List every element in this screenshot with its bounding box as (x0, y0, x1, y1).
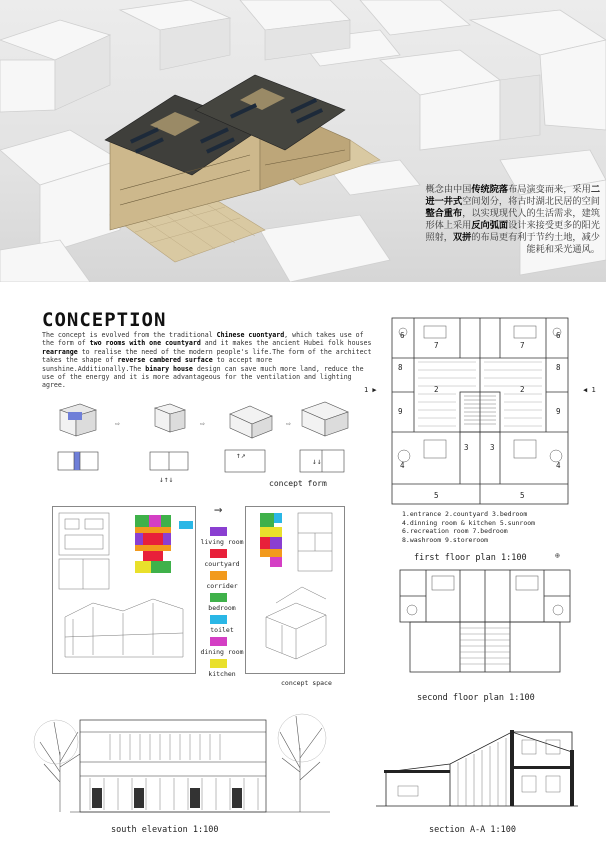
desc-emphasis: binary house (145, 364, 193, 373)
desc-emphasis: rearrange (42, 347, 78, 356)
hero-text: ，以实现现代人的生活需求，建筑形体上采用 (425, 208, 600, 231)
room-number: 7 (520, 341, 525, 350)
concept-form-diagrams (40, 398, 370, 488)
legend-item (196, 593, 248, 615)
legend-swatch (210, 593, 227, 602)
room-number: 7 (434, 341, 439, 350)
section-marker-right (583, 386, 596, 394)
legend-label: kitchen (208, 670, 236, 678)
legend-label: dining room (200, 648, 244, 656)
room-legend-line: 6.recreation room 7.bedroom (402, 527, 508, 536)
legend-swatch (210, 615, 227, 624)
room-legend-line: 1.entrance 2.countyard 3.bedroom (402, 510, 528, 518)
desc-text: and it makes the ancient Hubei folk houses (200, 339, 372, 348)
room-number: 2 (434, 385, 439, 394)
concept-space-diagram (246, 507, 344, 673)
room-number: 8 (398, 363, 403, 372)
svg-text:↓↓: ↓↓ (312, 457, 322, 466)
desc-text: design can save much more land, reduce the use of the energy and it is more advantageous for the ventilation and lighting agree. (42, 364, 364, 390)
legend-item (196, 527, 248, 549)
hero-emphasis: 整合重布 (425, 208, 463, 219)
room-numbers (398, 331, 561, 500)
room-number: 9 (398, 407, 403, 416)
svg-text:↓↑↓: ↓↑↓ (159, 475, 174, 484)
conception-title: CONCEPTION (42, 309, 167, 331)
room-number: 5 (520, 491, 525, 500)
desc-emphasis: two rooms with one countyard (89, 339, 201, 348)
legend-label: toilet (210, 626, 234, 634)
second-floor-caption: second floor plan 1:100 (417, 693, 535, 703)
arrow-right-icon: → (214, 502, 223, 518)
legend-label: living room (200, 538, 244, 546)
south-elevation-drawing (30, 692, 360, 818)
desc-text: , which takes use of the form of (42, 331, 364, 348)
room-legend (402, 510, 578, 544)
desc-text: to accept more sunshine.Additionally.The (42, 356, 273, 373)
traditional-plan-frame (52, 506, 196, 674)
south-elevation-caption: south elevation 1:100 (111, 825, 219, 835)
section-drawing (372, 712, 582, 816)
first-floor-caption: first floor plan 1:100 (414, 553, 527, 563)
section-marker-left (364, 386, 377, 394)
marker-right-label: 1 (591, 386, 596, 394)
room-number: 2 (520, 385, 525, 394)
hero-emphasis: 双拼 (453, 232, 472, 243)
concept-space-label: concept space (281, 679, 332, 687)
svg-text:⇨: ⇨ (286, 419, 291, 428)
svg-text:⇨: ⇨ (200, 419, 205, 428)
room-number: 6 (400, 331, 405, 340)
legend-swatch (210, 571, 227, 580)
conception-description (42, 331, 372, 390)
room-number: 3 (490, 443, 495, 452)
second-floor-plan (396, 566, 574, 676)
hero-text: 设计来接受更多的阳光照射， (425, 220, 600, 243)
hero-emphasis: 二进一井式 (425, 184, 600, 207)
space-legend (196, 527, 248, 681)
legend-swatch (210, 549, 227, 558)
legend-item (196, 637, 248, 659)
section-caption: section A-A 1:100 (429, 825, 516, 835)
legend-swatch (210, 527, 227, 536)
svg-text:↑↗: ↑↗ (236, 451, 246, 460)
concept-space-frame (245, 506, 345, 674)
concept-form-label: concept form (269, 479, 327, 488)
hero-render (0, 0, 606, 282)
legend-label: bedroom (208, 604, 236, 612)
marker-left-label: 1 (364, 386, 369, 394)
legend-item (196, 615, 248, 637)
hero-text: 概念由中国 (425, 184, 472, 195)
hero-text: 的布局更有利于节约土地，减少能耗和采光通风。 (471, 232, 600, 255)
triangle-left-icon: ◀ (583, 386, 592, 394)
hero-text: 布局演变而来，采用 (508, 184, 591, 195)
legend-swatch (210, 637, 227, 646)
desc-text: The concept is evolved from the traditional (42, 331, 217, 339)
north-arrow-icon: ⊕ (555, 551, 560, 560)
triangle-right-icon: ▶ (368, 386, 377, 394)
hero-description (420, 184, 600, 256)
legend-item (196, 571, 248, 593)
room-number: 9 (556, 407, 561, 416)
legend-item (196, 659, 248, 681)
legend-label: corrider (206, 582, 238, 590)
room-number: 3 (464, 443, 469, 452)
room-number: 8 (556, 363, 561, 372)
hero-emphasis: 传统院落 (471, 184, 509, 195)
svg-text:⇨: ⇨ (115, 419, 120, 428)
hero-text: 空间划分，将古时湖北民居的空间 (462, 196, 600, 207)
traditional-house-drawing (53, 507, 195, 673)
desc-emphasis: Chinese cuontyard (216, 331, 285, 339)
room-number: 6 (556, 331, 561, 340)
room-legend-line: 4.dinning room & kitchen 5.sunroom (402, 518, 536, 527)
first-floor-plan (388, 312, 572, 508)
legend-label: courtyard (204, 560, 240, 568)
legend-swatch (210, 659, 227, 668)
room-legend-line: 8.washroom 9.storeroom (402, 535, 489, 544)
hero-emphasis: 反向弧面 (471, 220, 509, 231)
room-number: 4 (556, 461, 561, 470)
desc-text: to realise the need of the modern people's life.The form of the architect takes the shape of (42, 347, 372, 365)
room-number: 5 (434, 491, 439, 500)
legend-item (196, 549, 248, 571)
room-number: 4 (400, 461, 405, 470)
desc-emphasis: reverse cambered surface (117, 356, 213, 365)
